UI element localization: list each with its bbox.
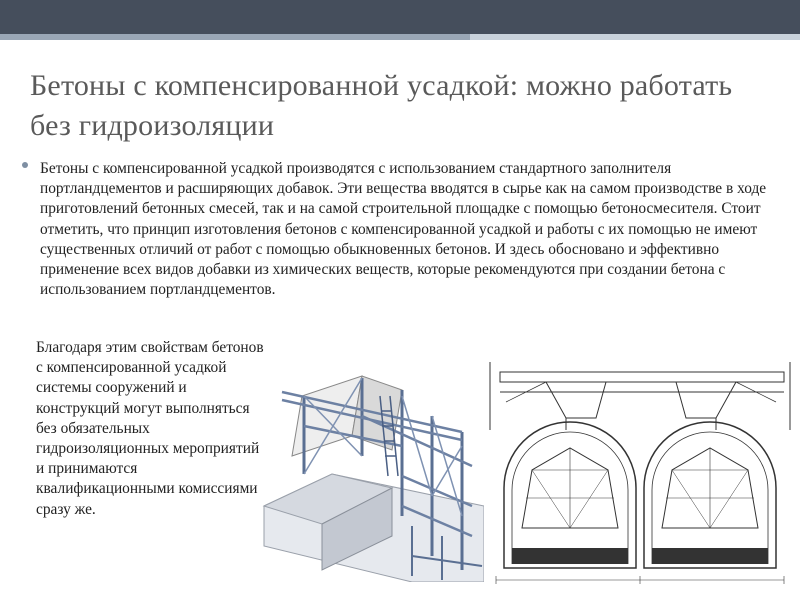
tunnel-technical-drawing	[486, 358, 794, 588]
bullet-paragraph	[22, 159, 782, 300]
header-band	[0, 0, 800, 34]
accent-stripe-light	[470, 34, 800, 40]
slide-title: Бетоны с компенсированной усадкой: можно работать без гидроизоляции	[30, 69, 733, 142]
side-paragraph: Благодаря этим свойствам бетонов с компенсированной усадкой системы сооружений и конструкций могут выполняться без обязательных гидроизоляционных мероприятий и принимаются квалификационными комиссиями сразу же.	[36, 339, 264, 518]
bullet-dot-icon	[22, 162, 28, 168]
accent-stripe	[0, 34, 800, 40]
bullet-text: Бетоны с компенсированной усадкой производятся с использованием стандартного заполнителя портландцементов и расширяющих добавок. Эти вещества вводятся в сырье как на самом производстве в ходе приготовлений бетонных смесей, так и на самой строительной площадке с помощью бетоносмесителя. Стоит отметить, что принцип изготовления бетонов с компенсированной усадкой и работы с их помощью не имеют существенных отличий от работ с помощью обыкновенных бетонов. И здесь обосновано и эффективно применение всех видов добавки из химических веществ, которые рекомендуются при создании бетона с использованием портландцементов.	[40, 160, 767, 299]
formwork-3d-illustration	[262, 356, 484, 582]
